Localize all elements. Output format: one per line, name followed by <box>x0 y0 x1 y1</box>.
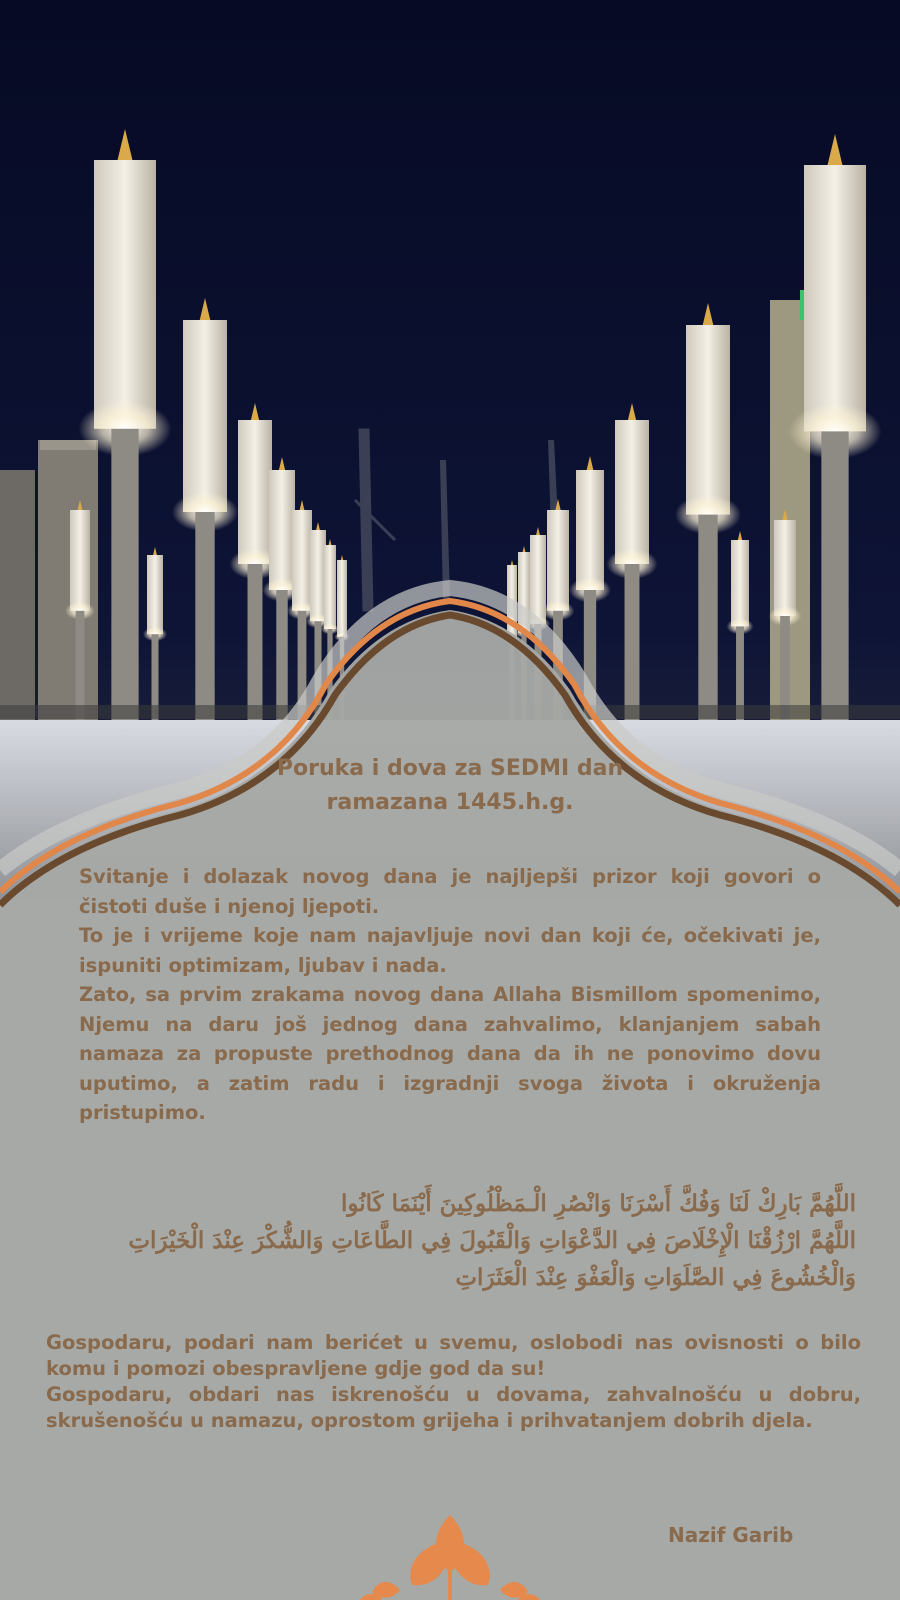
message-paragraph: Zato, sa prvim zrakama novog dana Allaha Bismillom spomenimo, Njemu na daru još jednog dana zahvalimo, klanjanjem sabah namaza za propuste prethodnog dana da ih ne ponovimo dovu uputimo, a zatim radu i izgradnji svoga života i okruženja pristupimo. <box>79 983 821 1124</box>
title-line-2: ramazana 1445.h.g. <box>326 790 574 815</box>
arabic-line: وَالْخُشُوعَ فِي الصَّلَوَاتِ وَالْعَفْوَ عِنْدَ الْعَثَرَاتِ <box>455 1264 856 1291</box>
arabic-dua <box>40 1185 856 1296</box>
author-name: Nazif Garib <box>668 1523 794 1547</box>
arabic-line: اللَّهُمَّ بَارِكْ لَنَا وَفُكَّ أَسْرَنَا وَانْصُرِ الْـمَظْلُوكِينَ أَيْنَمَا كَانُوا <box>340 1190 856 1217</box>
arabic-line: اللَّهُمَّ ارْزُقْنَا الْإِخْلَاصَ فِي الدَّعْوَاتِ وَالْقَبُولَ فِي الطَّاعَاتِ وَالشُّكْرَ عِنْدَ الْخَيْرَاتِ <box>128 1227 856 1254</box>
message-paragraph: Svitanje i dolazak novog dana je najljepši prizor koji govori o čistoti duše i njenoj ljepoti. <box>79 865 821 918</box>
translation-paragraph: Gospodaru, podari nam berićet u svemu, oslobodi nas ovisnosti o bilo komu i pomozi obespravljene gdje god da su! <box>46 1331 861 1380</box>
translation-paragraph: Gospodaru, obdari nas iskrenošću u dovama, zahvalnošću u dobru, skrušenošću u namazu, oprostom grijeha i prihvatanjem dobrih djela. <box>46 1383 861 1432</box>
page-title <box>150 752 750 820</box>
dua-translation <box>46 1330 861 1434</box>
message-text <box>79 862 821 1128</box>
message-paragraph: To je i vrijeme koje nam najavljuje novi dan koji će, očekivati je, ispuniti optimizam, ljubav i nada. <box>79 924 821 977</box>
title-line-1: Poruka i dova za SEDMI dan <box>276 756 624 781</box>
